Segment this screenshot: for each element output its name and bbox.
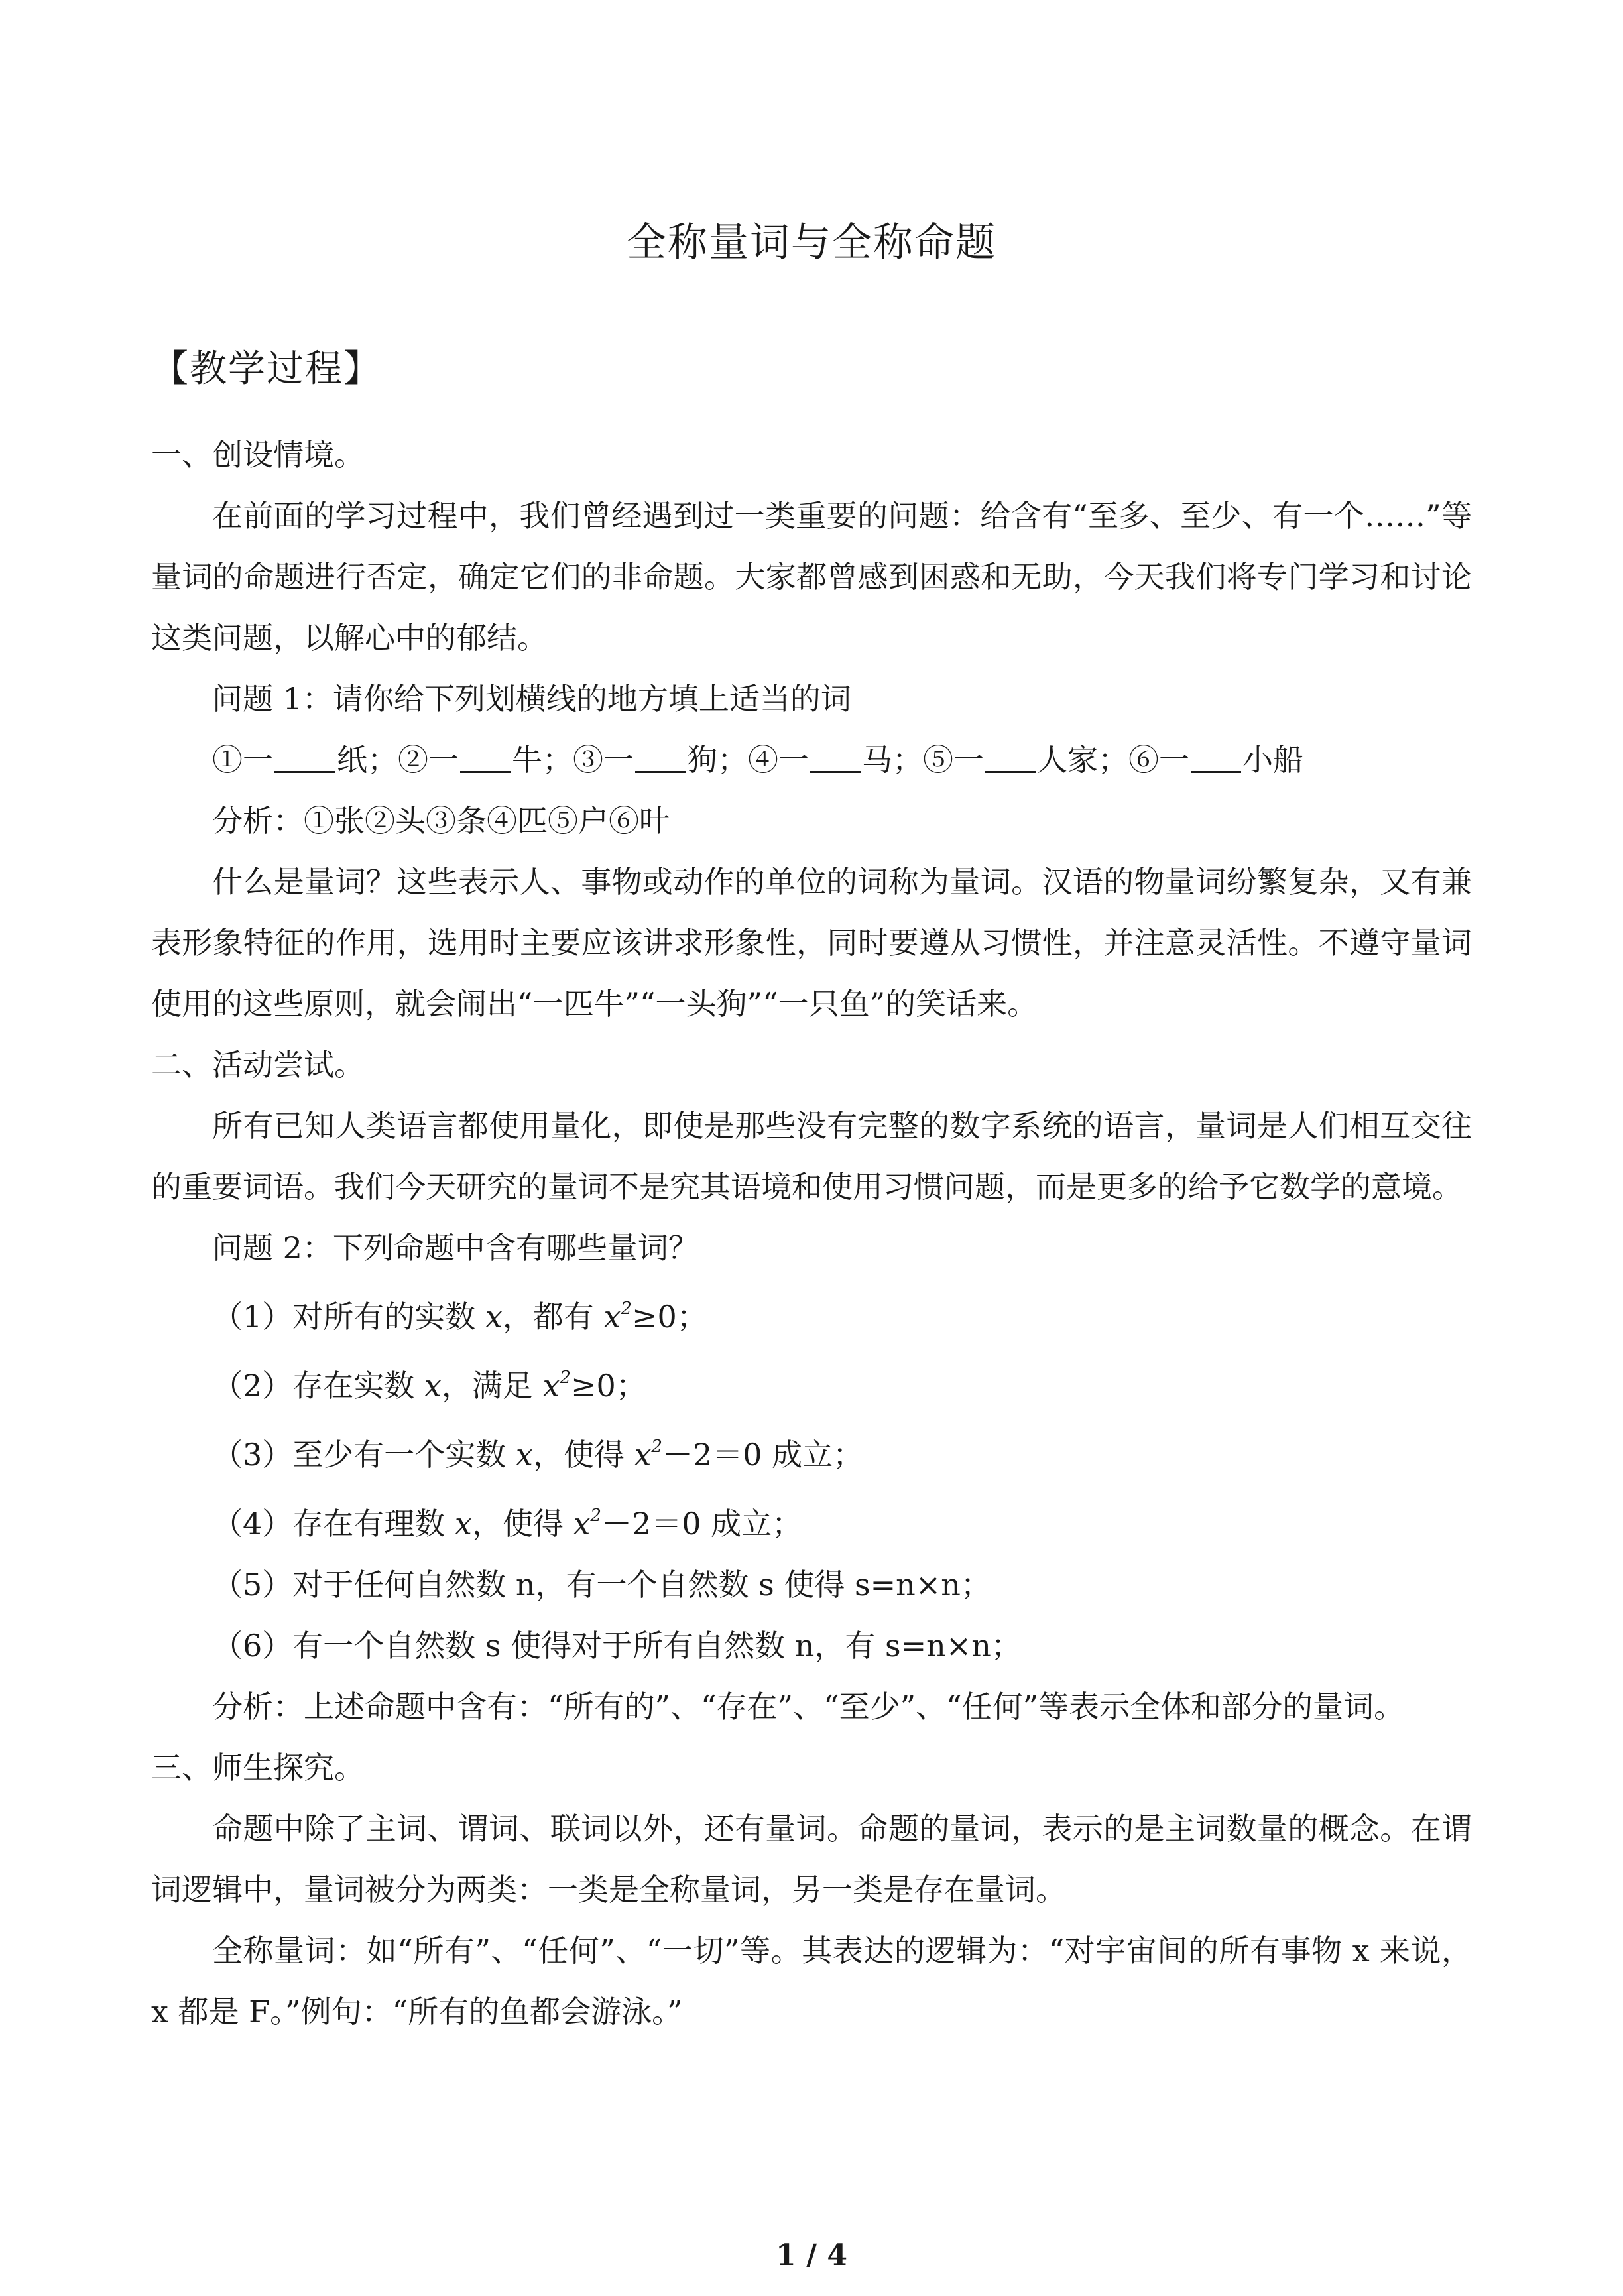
proposition-text: ，使得 (532, 1437, 634, 1473)
exponent: 2 (651, 1437, 662, 1457)
paragraph-1: 在前面的学习过程中，我们曾经遇到过一类重要的问题：给含有“至多、至少、有一个……”等量词的命题进行否定，确定它们的非命题。大家都曾感到困惑和无助，今天我们将专门学习和讨论这类问题，以解心中的郁结。 (151, 498, 1472, 656)
exponent: 2 (590, 1506, 601, 1526)
proposition-text: －2＝0 成立； (601, 1506, 803, 1541)
proposition-text: ，使得 (471, 1506, 573, 1541)
proposition-text: （1）对所有的实数 (212, 1299, 485, 1335)
heading-3: 三、师生探究。 (151, 1750, 365, 1785)
blank-label-5: 马；⑤一 (862, 742, 984, 778)
heading-1: 一、创设情境。 (151, 437, 365, 473)
heading-2: 二、活动尝试。 (151, 1047, 365, 1083)
blank-label-3: 牛；③一 (512, 742, 634, 778)
proposition-text: （4）存在有理数 (212, 1506, 455, 1541)
analysis-2: 分析：上述命题中含有：“所有的”、“存在”、“至少”、“任何”等表示全体和部分的量词。 (212, 1689, 1405, 1724)
question-2: 问题 2：下列命题中含有哪些量词？ (212, 1230, 699, 1266)
analysis-1: 分析：①张②头③条④匹⑤户⑥叶 (212, 803, 670, 839)
proposition-1 (151, 1278, 1472, 1347)
proposition-text: －2＝0 成立； (662, 1437, 864, 1473)
proposition-text: （3）至少有一个实数 (212, 1437, 516, 1473)
proposition-text: ，都有 (502, 1299, 604, 1335)
proposition-3 (151, 1416, 1472, 1485)
variable-x: x (424, 1368, 442, 1404)
blank-label-6: 人家；⑥一 (1037, 742, 1189, 778)
proposition-4 (151, 1485, 1472, 1554)
fill-blank-line (151, 729, 1472, 790)
blank-line-1 (274, 746, 335, 773)
proposition-2 (151, 1347, 1472, 1416)
variable-x: x (515, 1437, 533, 1473)
blank-label-1: ①一 (212, 742, 273, 778)
proposition-6: （6）有一个自然数 s 使得对于所有自然数 n，有 s=n×n； (212, 1628, 1022, 1663)
blank-label-7: 小船 (1242, 742, 1303, 778)
page-title: 全称量词与全称命题 (627, 219, 996, 266)
document-body (151, 424, 1472, 2042)
proposition-text: （2）存在实数 (212, 1368, 424, 1404)
variable-x: x (603, 1299, 621, 1335)
variable-x: x (485, 1299, 503, 1335)
variable-x: x (454, 1506, 472, 1541)
question-1: 问题 1：请你给下列划横线的地方填上适当的词 (212, 681, 851, 717)
blank-line-5 (985, 746, 1036, 773)
proposition-text: ≥0； (631, 1299, 707, 1335)
blank-label-4: 狗；④一 (687, 742, 809, 778)
blank-line-6 (1191, 746, 1241, 773)
proposition-text: ≥0； (570, 1368, 646, 1404)
exponent: 2 (560, 1368, 571, 1388)
paragraph-2: 什么是量词？这些表示人、事物或动作的单位的词称为量词。汉语的物量词纷繁复杂，又有兼表形象特征的作用，选用时主要应该讲求形象性，同时要遵从习惯性，并注意灵活性。不遵守量词使用的这些原则，就会闹出“一匹牛”“一头狗”“一只鱼”的笑话来。 (151, 864, 1472, 1022)
page-number: 1 / 4 (776, 2238, 847, 2272)
variable-x: x (542, 1368, 560, 1404)
paragraph-3: 所有已知人类语言都使用量化，即使是那些没有完整的数字系统的语言，量词是人们相互交往的重要词语。我们今天研究的量词不是究其语境和使用习惯问题，而是更多的给予它数学的意境。 (151, 1108, 1472, 1205)
paragraph-5: 全称量词：如“所有”、“任何”、“一切”等。其表达的逻辑为：“对宇宙间的所有事物 x 来说，x 都是 F。”例句：“所有的鱼都会游泳。” (151, 1933, 1472, 2029)
exponent: 2 (621, 1299, 632, 1319)
proposition-5: （5）对于任何自然数 n，有一个自然数 s 使得 s=n×n； (212, 1567, 991, 1602)
variable-x: x (573, 1506, 591, 1541)
section-heading: 【教学过程】 (151, 347, 382, 391)
variable-x: x (634, 1437, 652, 1473)
blank-line-4 (810, 746, 861, 773)
blank-label-2: 纸；②一 (337, 742, 459, 778)
proposition-text: ，满足 (441, 1368, 543, 1404)
paragraph-4: 命题中除了主词、谓词、联词以外，还有量词。命题的量词，表示的是主词数量的概念。在谓词逻辑中，量词被分为两类：一类是全称量词，另一类是存在量词。 (151, 1811, 1472, 1907)
blank-line-2 (460, 746, 511, 773)
blank-line-3 (635, 746, 686, 773)
